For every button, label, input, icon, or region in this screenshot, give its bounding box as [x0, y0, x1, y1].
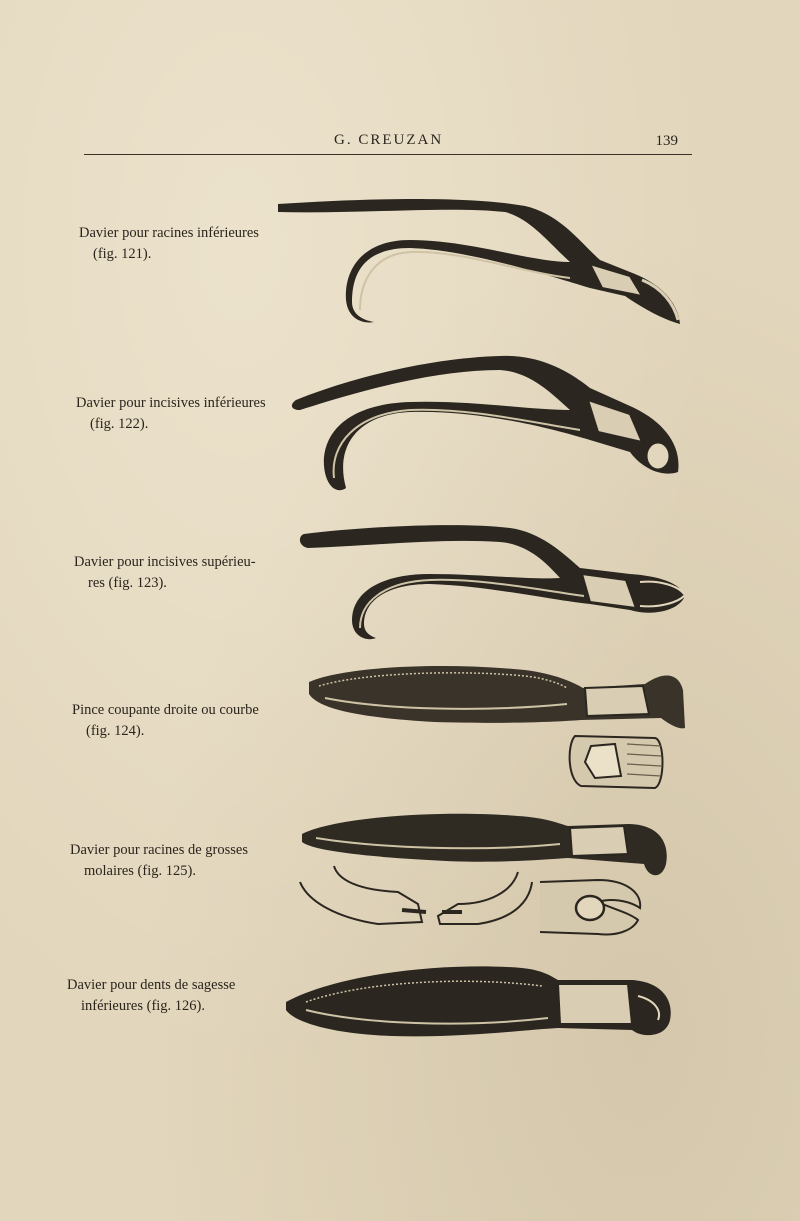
- caption-fig-122: Davier pour incisives inférieures (fig. 122).: [76, 395, 266, 432]
- forceps-illustration-125: [298, 808, 673, 943]
- forceps-illustration-121: [270, 192, 690, 342]
- caption-fig-126: Davier pour dents de sagesse inférieures (fig. 126).: [67, 977, 236, 1014]
- caption-fig-121: Davier pour racines inférieures (fig. 121).: [79, 225, 259, 262]
- forceps-illustration-126: [282, 958, 677, 1048]
- caption-fig-125: Davier pour racines de grosses molaires (fig. 125).: [70, 842, 248, 879]
- page-header: [84, 128, 692, 158]
- caption-fig-123: Davier pour incisives supérieu- res (fig. 123).: [74, 554, 256, 591]
- forceps-illustration-122: [290, 348, 690, 498]
- running-head: G. CREUZAN: [334, 132, 444, 148]
- forceps-illustration-123: [300, 520, 690, 645]
- cutting-pliers-illustration-124: [305, 660, 690, 795]
- caption-fig-124: Pince coupante droite ou courbe (fig. 124).: [72, 702, 259, 739]
- page-number: 139: [655, 133, 678, 149]
- header-rule: [84, 154, 692, 155]
